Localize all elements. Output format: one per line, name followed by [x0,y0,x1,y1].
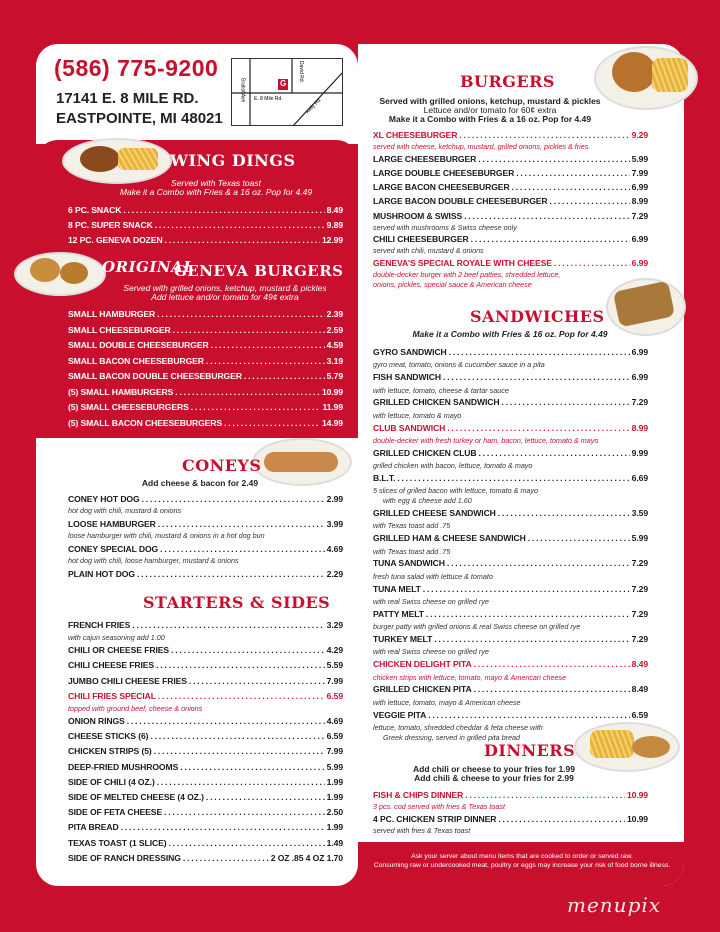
leader-dots [157,777,325,787]
menu-item-name: TUNA SANDWICH [373,558,445,569]
leader-dots [165,235,320,245]
menu-item-description: loose hamburger with chili, mustard & onions in a hot dog bun [68,531,265,540]
leader-dots [464,211,630,221]
menu-item-row [68,569,343,579]
menu-item-description: Greek dressing, served in grilled pita bread [383,732,521,742]
menu-item-row [68,325,343,335]
menu-item-price: 7.29 [631,558,648,569]
menu-item-name: GRILLED CHICKEN CLUB [373,447,477,458]
leader-dots [180,762,324,772]
dinners-title: DINNERS [484,741,576,760]
menu-item-name: (5) SMALL CHEESEBURGERS [68,402,189,412]
burgers-sub2: Lettuce and/or tomato for 60¢ extra [423,105,557,115]
menu-item-name: SIDE OF MELTED CHEESE (4 OZ.) [68,792,204,802]
menu-item-price: 1.99 [326,776,343,787]
menu-item-name: 12 PC. GENEVA DOZEN [68,235,163,245]
menu-item-price: 7.99 [326,746,343,757]
wings-fries-image [118,148,158,170]
menu-item-row [373,130,648,140]
menu-item-price: 10.99 [626,814,648,824]
menu-item-name: 6 PC. SNACK [68,205,122,215]
leader-dots [423,584,630,594]
menu-item-name: SMALL DOUBLE CHEESEBURGER [68,340,209,350]
menu-item-row [68,387,343,397]
menu-item-description: with real Swiss cheese on grilled rye [373,647,489,657]
leader-dots [121,822,325,832]
menu-item-price: 6.99 [631,347,648,357]
leader-dots [244,371,325,381]
menu-item-name: CHILI OR CHEESE FRIES [68,645,170,656]
menu-item-name: LARGE BACON DOUBLE CHEESEBURGER [373,196,548,207]
menu-item-row [373,533,648,543]
menu-item-price: 5.79 [326,371,343,381]
sandwiches-title: SANDWICHES [470,307,605,326]
leader-dots [189,676,325,686]
menu-item-price: 2.59 [326,324,343,335]
sandwiches-sub: Make it a Combo with Fries & 16 oz. Pop for 4.49 [412,329,608,339]
menu-item-row [68,716,343,726]
menu-item-description: with lettuce, tomato & mayo [373,410,462,420]
menu-item-price: 5.99 [631,533,648,544]
menu-item-price: 3.99 [326,519,343,529]
menu-item-description: with lettuce, tomato, mayo & American cheese [373,697,521,707]
address-line-2: EASTPOINTE, MI 48021 [56,110,223,127]
menu-item-row [373,508,648,518]
menu-item-description: with Texas toast add .75 [373,521,451,531]
map-roads [232,59,343,126]
menu-item-name: PITA BREAD [68,822,119,833]
menu-item-row [68,309,343,319]
geneva-title-prefix: ORIGINAL [102,258,195,276]
leader-dots [465,790,625,800]
dinners-sub1: Add chili or cheese to your fries for 1.99 [412,764,576,774]
menu-item-description: onions, pickles, special sauce & American cheese [373,279,532,289]
dinner-fries-image [590,730,634,758]
menu-item-price: 8.49 [631,684,648,695]
menu-item-name: PLAIN HOT DOG [68,569,135,579]
menu-item-name: GRILLED CHICKEN SANDWICH [373,397,500,408]
menu-item-name: SIDE OF RANCH DRESSING [68,852,181,863]
menu-item-row [68,371,343,381]
geneva-burger-image-2 [60,262,88,284]
menu-item-price: 2 OZ .85 4 OZ 1.70 [270,852,343,863]
menu-item-description: gyro meat, tomato, onions & cucumber sauce in a pita [373,360,545,370]
menu-item-row [68,402,343,412]
coney-dog-image [264,452,338,472]
menu-item-name: GYRO SANDWICH [373,347,447,357]
coneys-sub: Add cheese & bacon for 2.49 [141,478,259,488]
menu-item-description: with Texas toast add .75 [373,546,451,556]
menu-item-price: 11.99 [322,402,343,412]
menu-item-name: XL CHEESEBURGER [373,130,458,140]
menu-item-price: 4.29 [326,645,343,656]
menu-item-price: 4.69 [326,716,343,726]
menu-item-price: 8.49 [326,205,343,215]
menu-item-row [373,211,648,221]
menu-item-row [68,519,343,529]
leader-dots [554,258,630,268]
menu-item-row [373,196,648,206]
menu-item-name: TEXAS TOAST (1 SLICE) [68,837,167,848]
health-notice-line2: Consuming raw or undercooked meat, poultry or eggs may increase your risk of food borne illness. [373,862,671,869]
menu-item-name: FISH & CHIPS DINNER [373,790,464,800]
menu-item-price: 7.29 [631,634,648,644]
leader-dots [478,154,629,164]
menu-item-price: 3.19 [326,355,343,366]
menu-item-row [68,746,343,756]
menu-item-row [373,684,648,694]
leader-dots [158,691,325,701]
menu-item-name: CHILI CHEESE FRIES [68,660,155,671]
menu-item-description: with real Swiss cheese on grilled rye [373,597,489,606]
watermark-logo: menupix [567,893,662,917]
leader-dots [123,205,324,215]
menu-item-price: 4.59 [326,340,343,350]
menu-item-price: 6.99 [631,372,648,383]
leader-dots [447,423,629,433]
menu-item-price: 7.29 [631,210,648,221]
menu-item-row [373,423,648,433]
menu-item-name: 8 PC. SUPER SNACK [68,220,153,230]
menu-item-description: lettuce, tomato, shredded cheddar & feta cheese with [373,723,543,732]
leader-dots [206,356,325,366]
leader-dots [447,558,630,568]
menu-item-row [68,418,343,428]
menu-item-row [68,620,343,630]
menu-item-name: CLUB SANDWICH [373,422,446,433]
geneva-sub2: Add lettuce and/or tomato for 49¢ extra [151,292,299,302]
menu-item-row [68,660,343,670]
menu-item-price: 8.49 [631,659,648,670]
leader-dots [127,716,325,726]
menu-item-description: hot dog with chili, mustard & onions [68,506,182,515]
menu-item-name: CHICKEN STRIPS (5) [68,746,152,757]
menu-item-price: 2.29 [326,569,343,579]
wing-dings-title: WING DINGS [170,151,296,170]
menu-item-name: FISH SANDWICH [373,372,441,383]
leader-dots [164,807,325,817]
leader-dots [158,519,325,529]
menu-item-name: GRILLED CHEESE SANDWICH [373,508,496,518]
menu-item-price: 9.99 [631,447,648,458]
menu-item-name: SMALL HAMBURGER [68,309,156,319]
menu-item-name: SIDE OF FETA CHEESE [68,807,163,818]
menu-item-description: grilled chicken with bacon, lettuce, tomato & mayo [373,461,533,471]
menu-item-price: 1.99 [326,822,343,833]
menu-item-price: 9.89 [326,220,343,230]
menu-item-description: served with fries & Texas toast [373,826,471,835]
menu-item-description: served with chili, mustard & onions [373,246,484,256]
menu-item-price: 4.69 [326,544,343,554]
menu-item-price: 8.99 [631,422,648,433]
geneva-burger-image [30,258,60,282]
menu-item-row [373,397,648,407]
menu-item-price: 3.59 [631,508,648,518]
leader-dots [169,838,325,848]
menu-item-name: FRENCH FRIES [68,620,131,630]
leader-dots [498,814,625,824]
menu-item-row [68,494,343,504]
menu-item-price: 3.29 [326,620,343,630]
menu-item-name: (5) SMALL BACON CHEESEBURGERS [68,417,223,428]
menu-item-row [68,205,343,215]
menu-item-price: 9.29 [631,130,648,140]
menu-item-name: TUNA MELT [373,583,421,594]
leader-dots [443,372,630,382]
menu-item-name: (5) SMALL HAMBURGERS [68,386,174,397]
menu-item-price: 6.99 [631,234,648,245]
menu-item-price: 6.69 [631,473,648,483]
menu-item-description: burger patty with grilled onions & real Swiss cheese on grilled rye [373,622,581,632]
menu-item-name: TURKEY MELT [373,634,433,644]
menu-item-name: SMALL BACON CHEESEBURGER [68,355,204,366]
burger-image [612,52,656,92]
leader-dots [171,645,325,655]
menu-item-name: PATTY MELT [373,608,424,619]
menu-item-row [68,235,343,245]
menu-item-row [68,777,343,787]
menu-item-name: GENEVA'S SPECIAL ROYALE WITH CHEESE [373,257,552,268]
leader-dots [206,792,325,802]
leader-dots [137,569,325,579]
leader-dots [512,182,630,192]
menu-item-name: ONION RINGS [68,716,125,726]
burger-fries-image [652,58,688,92]
menu-item-price: 10.99 [321,386,343,397]
leader-dots [474,684,630,694]
menu-item-description: topped with ground beef, cheese & onions [68,704,203,713]
menu-item-price: 6.99 [631,182,648,193]
menu-item-price: 14.99 [321,417,343,428]
leader-dots [155,220,325,230]
menu-item-row [373,558,648,568]
menu-item-row [373,814,648,824]
menu-item-name: SIDE OF CHILI (4 OZ.) [68,776,155,787]
menu-item-price: 7.29 [631,583,648,594]
menu-item-description: with egg & cheese add 1.60 [383,496,472,506]
menu-item-name: CHILI CHEESEBURGER [373,234,469,245]
menu-item-row [68,762,343,772]
leader-dots [471,234,630,244]
menu-item-price: 6.59 [631,709,648,720]
menu-item-name: CONEY HOT DOG [68,494,140,504]
leader-dots [397,473,629,483]
menu-item-price: 7.99 [631,167,648,178]
leader-dots [224,418,320,428]
menu-item-name: LARGE DOUBLE CHEESEBURGER [373,167,515,178]
leader-dots [516,168,629,178]
menu-item-name: GRILLED CHICKEN PITA [373,684,472,695]
health-notice-line1: Ask your server about menu items that are cooked to order or served raw. [411,853,633,860]
address-line-1: 17141 E. 8 MILE RD. [56,90,199,107]
menu-item-row [68,853,343,863]
menu-item-price: 5.99 [326,761,343,772]
leader-dots [160,544,325,554]
leader-dots [550,196,630,206]
menu-item-row [373,634,648,644]
menu-item-description: chicken strips with lettuce, tomato, mayo & American cheese [373,672,567,682]
menu-item-name: B.L.T. [373,473,396,483]
wing-dings-sub1: Served with Texas toast [171,178,261,188]
location-map [231,58,343,126]
menu-item-row [373,584,648,594]
leader-dots [191,402,321,412]
menu-item-price: 5.59 [326,660,343,671]
menu-item-name: SMALL BACON DOUBLE CHEESEBURGER [68,371,242,381]
leader-dots [528,533,630,543]
leader-dots [175,387,320,397]
menu-item-description: with cajun seasoning add 1.00 [68,633,165,643]
leader-dots [474,659,630,669]
leader-dots [426,609,630,619]
menu-item-row [373,168,648,178]
leader-dots [459,130,629,140]
map-label-gratiot: Gratiot Ave [239,77,246,103]
menu-item-price: 12.99 [321,235,343,245]
menu-item-price: 1.99 [326,792,343,802]
menu-item-row [373,473,648,483]
menu-item-description: with lettuce, tomato, cheese & tartar sauce [373,385,509,395]
menu-item-row [373,182,648,192]
menu-item-row [68,731,343,741]
coneys-title: CONEYS [182,456,262,475]
leader-dots [479,448,630,458]
menu-item-name: DEEP-FRIED MUSHROOMS [68,761,179,772]
map-label-kelly: Kelly Rd. [304,96,324,116]
menu-item-price: 7.29 [631,608,648,619]
menu-item-name: LARGE CHEESEBURGER [373,153,477,164]
menu-item-price: 2.99 [326,494,343,504]
phone-number[interactable]: (586) 775-9200 [54,55,219,81]
menu-item-row [68,356,343,366]
menu-item-row [373,790,648,800]
menu-item-price: 6.59 [326,690,343,701]
map-label-david: David Rd. [297,61,304,83]
leader-dots [156,660,325,670]
dinner-fish-image [632,736,670,758]
menu-item-name: LOOSE HAMBURGER [68,519,156,529]
menu-item-name: SMALL CHEESEBURGER [68,324,171,335]
menu-item-row [68,645,343,655]
leader-dots [173,325,325,335]
menu-item-row [373,448,648,458]
leader-dots [428,710,629,720]
menu-item-row [68,691,343,701]
menu-item-row [373,659,648,669]
menu-item-name: 4 PC. CHICKEN STRIP DINNER [373,814,497,824]
wing-dings-sub2: Make it a Combo with Fries & a 16 oz. Pop for 4.49 [119,187,313,197]
burgers-sub1: Served with grilled onions, ketchup, mustard & pickles [379,96,601,106]
menu-item-row [68,822,343,832]
menu-item-description: double-decker burger with 2 beef patties, shredded lettuce, [373,270,561,280]
leader-dots [150,731,324,741]
wings-food-image [80,146,120,172]
menu-item-row [68,340,343,350]
menu-item-price: 10.99 [626,790,648,800]
menu-item-row [373,154,648,164]
menu-item-row [373,372,648,382]
menu-item-row [373,234,648,244]
menu-item-row [68,676,343,686]
menu-item-row [68,792,343,802]
starters-title: STARTERS & SIDES [143,593,331,612]
dinners-sub2: Add chili & cheese to your fries for 2.99 [414,773,574,783]
menu-item-row [68,838,343,848]
menu-item-name: LARGE BACON CHEESEBURGER [373,182,510,193]
menu-item-name: CHILI FRIES SPECIAL [68,690,156,701]
health-notice [364,852,680,870]
menu-item-description: served with mushrooms & Swiss cheese only [373,222,517,232]
menu-item-row [68,807,343,817]
map-marker: G [280,79,287,88]
menu-item-price: 1.49 [326,837,343,848]
leader-dots [154,746,325,756]
menu-item-row [373,258,648,268]
leader-dots [211,340,325,350]
leader-dots [434,634,629,644]
menu-item-description: served with cheese, ketchup, mustard, grilled onions, pickles & fries [373,142,589,152]
menu-item-name: GRILLED HAM & CHEESE SANDWICH [373,533,526,544]
menu-item-price: 7.99 [326,675,343,686]
menu-item-price: 7.29 [631,397,648,408]
menu-item-description: 3 pcs. cod served with fries & Texas toast [373,802,505,811]
menu-item-row [373,710,648,720]
menu-item-name: JUMBO CHILI CHEESE FRIES [68,675,187,686]
geneva-title: GENEVA BURGERS [174,262,344,280]
leader-dots [502,397,630,407]
menu-item-description: double-decker with fresh turkey or ham, bacon, lettuce, tomato & mayo [373,436,599,445]
leader-dots [449,347,630,357]
menu-item-name: VEGGIE PITA [373,709,427,720]
leader-dots [157,309,325,319]
burgers-title: BURGERS [460,72,555,91]
geneva-sub1: Served with grilled onions, ketchup, mustard & pickles [123,283,327,293]
menu-item-price: 8.99 [631,196,648,207]
menu-item-price: 6.59 [326,731,343,742]
leader-dots [498,508,630,518]
menu-item-name: CHEESE STICKS (6) [68,731,149,742]
menu-item-price: 6.99 [631,257,648,268]
menu-item-row [68,220,343,230]
menu-item-description: hot dog with chili, loose hamburger, mustard & onions [68,556,239,565]
menu-item-description: 5 slices of grilled bacon with lettuce, tomato & mayo [373,486,538,496]
menu-item-row [68,544,343,554]
menu-item-name: CHICKEN DELIGHT PITA [373,659,472,670]
leader-dots [142,494,325,504]
map-label-8mile: E. 8 Mile Rd. [254,96,283,102]
menu-item-price: 2.39 [326,309,343,319]
menu-item-name: CONEY SPECIAL DOG [68,544,159,554]
menu-item-name: MUSHROOM & SWISS [373,210,463,221]
menu-item-price: 2.50 [326,807,343,818]
menu-item-price: 5.99 [631,153,648,164]
menu-item-description: fresh tuna salad with lettuce & tomato [373,571,493,581]
burgers-sub3: Make it a Combo with Fries & a 16 oz. Pop for 4.49 [388,114,592,124]
menu-item-row [373,609,648,619]
leader-dots [132,620,324,630]
menu-item-row [373,347,648,357]
leader-dots [183,853,269,863]
